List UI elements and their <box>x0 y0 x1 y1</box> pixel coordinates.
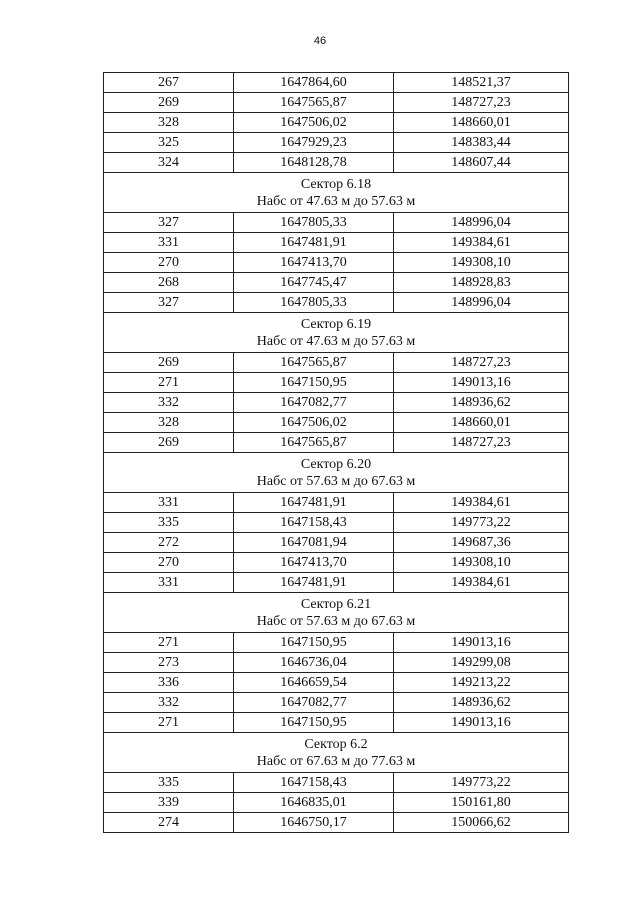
table-row <box>104 273 569 293</box>
point-number-cell: 331 <box>104 493 234 513</box>
point-number-cell: 268 <box>104 273 234 293</box>
table-row <box>104 773 569 793</box>
y-coordinate-cell: 148727,23 <box>394 353 569 373</box>
y-coordinate-cell: 150066,62 <box>394 813 569 833</box>
point-number-cell: 328 <box>104 413 234 433</box>
y-coordinate-cell: 149773,22 <box>394 513 569 533</box>
x-coordinate-cell: 1647565,87 <box>234 353 394 373</box>
point-number-cell: 332 <box>104 393 234 413</box>
table-row <box>104 673 569 693</box>
point-number-cell: 327 <box>104 293 234 313</box>
sector-header-cell <box>104 593 569 633</box>
x-coordinate-cell: 1646659,54 <box>234 673 394 693</box>
x-coordinate-cell: 1647150,95 <box>234 713 394 733</box>
y-coordinate-cell: 149299,08 <box>394 653 569 673</box>
x-coordinate-cell: 1647929,23 <box>234 133 394 153</box>
table-row <box>104 133 569 153</box>
y-coordinate-cell: 149687,36 <box>394 533 569 553</box>
point-number-cell: 331 <box>104 573 234 593</box>
y-coordinate-cell: 149384,61 <box>394 573 569 593</box>
x-coordinate-cell: 1647864,60 <box>234 73 394 93</box>
x-coordinate-cell: 1646750,17 <box>234 813 394 833</box>
sector-header-row <box>104 593 569 633</box>
point-number-cell: 327 <box>104 213 234 233</box>
point-number-cell: 269 <box>104 433 234 453</box>
x-coordinate-cell: 1647481,91 <box>234 573 394 593</box>
y-coordinate-cell: 148727,23 <box>394 93 569 113</box>
table-row <box>104 93 569 113</box>
x-coordinate-cell: 1646835,01 <box>234 793 394 813</box>
table-row <box>104 633 569 653</box>
table-row <box>104 353 569 373</box>
y-coordinate-cell: 149013,16 <box>394 633 569 653</box>
sector-title: Сектор 6.2 <box>304 736 368 752</box>
point-number-cell: 324 <box>104 153 234 173</box>
sector-height-range: Набс от 57.63 м до 67.63 м <box>256 613 416 629</box>
table-row <box>104 153 569 173</box>
table-row <box>104 373 569 393</box>
point-number-cell: 269 <box>104 353 234 373</box>
y-coordinate-cell: 148607,44 <box>394 153 569 173</box>
sector-header-cell <box>104 453 569 493</box>
point-number-cell: 274 <box>104 813 234 833</box>
point-number-cell: 339 <box>104 793 234 813</box>
x-coordinate-cell: 1647565,87 <box>234 433 394 453</box>
point-number-cell: 335 <box>104 773 234 793</box>
table-row <box>104 553 569 573</box>
table-row <box>104 293 569 313</box>
table-row <box>104 493 569 513</box>
x-coordinate-cell: 1647565,87 <box>234 93 394 113</box>
y-coordinate-cell: 149308,10 <box>394 253 569 273</box>
x-coordinate-cell: 1647745,47 <box>234 273 394 293</box>
x-coordinate-cell: 1647805,33 <box>234 293 394 313</box>
x-coordinate-cell: 1647150,95 <box>234 373 394 393</box>
x-coordinate-cell: 1647506,02 <box>234 113 394 133</box>
x-coordinate-cell: 1647481,91 <box>234 493 394 513</box>
table-row <box>104 513 569 533</box>
y-coordinate-cell: 148521,37 <box>394 73 569 93</box>
sector-header-cell <box>104 313 569 353</box>
x-coordinate-cell: 1646736,04 <box>234 653 394 673</box>
point-number-cell: 331 <box>104 233 234 253</box>
point-number-cell: 273 <box>104 653 234 673</box>
point-number-cell: 328 <box>104 113 234 133</box>
point-number-cell: 267 <box>104 73 234 93</box>
point-number-cell: 271 <box>104 633 234 653</box>
table-row <box>104 793 569 813</box>
y-coordinate-cell: 148383,44 <box>394 133 569 153</box>
point-number-cell: 269 <box>104 93 234 113</box>
table-row <box>104 213 569 233</box>
x-coordinate-cell: 1647150,95 <box>234 633 394 653</box>
point-number-cell: 336 <box>104 673 234 693</box>
table-row <box>104 113 569 133</box>
y-coordinate-cell: 149773,22 <box>394 773 569 793</box>
sector-header-row <box>104 733 569 773</box>
table-row <box>104 653 569 673</box>
point-number-cell: 332 <box>104 693 234 713</box>
y-coordinate-cell: 148996,04 <box>394 293 569 313</box>
x-coordinate-cell: 1648128,78 <box>234 153 394 173</box>
y-coordinate-cell: 149384,61 <box>394 493 569 513</box>
y-coordinate-cell: 149013,16 <box>394 373 569 393</box>
y-coordinate-cell: 148928,83 <box>394 273 569 293</box>
table-row <box>104 433 569 453</box>
sector-height-range: Набс от 57.63 м до 67.63 м <box>256 473 416 489</box>
y-coordinate-cell: 148727,23 <box>394 433 569 453</box>
point-number-cell: 270 <box>104 253 234 273</box>
x-coordinate-cell: 1647481,91 <box>234 233 394 253</box>
table-row <box>104 233 569 253</box>
table-row <box>104 533 569 553</box>
coordinates-table <box>103 72 569 833</box>
table-row <box>104 813 569 833</box>
x-coordinate-cell: 1647413,70 <box>234 553 394 573</box>
x-coordinate-cell: 1647081,94 <box>234 533 394 553</box>
table-row <box>104 573 569 593</box>
table-row <box>104 693 569 713</box>
sector-title: Сектор 6.18 <box>300 176 372 192</box>
sector-header-row <box>104 173 569 213</box>
x-coordinate-cell: 1647413,70 <box>234 253 394 273</box>
x-coordinate-cell: 1647082,77 <box>234 693 394 713</box>
page-number: 46 <box>313 35 327 47</box>
y-coordinate-cell: 148936,62 <box>394 693 569 713</box>
sector-height-range: Набс от 47.63 м до 57.63 м <box>256 193 416 209</box>
point-number-cell: 325 <box>104 133 234 153</box>
y-coordinate-cell: 149213,22 <box>394 673 569 693</box>
x-coordinate-cell: 1647158,43 <box>234 513 394 533</box>
y-coordinate-cell: 149308,10 <box>394 553 569 573</box>
point-number-cell: 270 <box>104 553 234 573</box>
y-coordinate-cell: 150161,80 <box>394 793 569 813</box>
point-number-cell: 271 <box>104 713 234 733</box>
sector-header-row <box>104 453 569 493</box>
y-coordinate-cell: 149384,61 <box>394 233 569 253</box>
table-row <box>104 713 569 733</box>
sector-header-cell <box>104 173 569 213</box>
x-coordinate-cell: 1647805,33 <box>234 213 394 233</box>
y-coordinate-cell: 148660,01 <box>394 413 569 433</box>
table-row <box>104 393 569 413</box>
table-row <box>104 253 569 273</box>
point-number-cell: 272 <box>104 533 234 553</box>
x-coordinate-cell: 1647158,43 <box>234 773 394 793</box>
sector-header-row <box>104 313 569 353</box>
point-number-cell: 271 <box>104 373 234 393</box>
table-row <box>104 413 569 433</box>
table-row <box>104 73 569 93</box>
sector-title: Сектор 6.19 <box>300 316 372 332</box>
sector-height-range: Набс от 47.63 м до 57.63 м <box>256 333 416 349</box>
sector-header-cell <box>104 733 569 773</box>
y-coordinate-cell: 148996,04 <box>394 213 569 233</box>
x-coordinate-cell: 1647082,77 <box>234 393 394 413</box>
y-coordinate-cell: 148936,62 <box>394 393 569 413</box>
y-coordinate-cell: 148660,01 <box>394 113 569 133</box>
coordinates-table-body <box>104 73 569 833</box>
sector-height-range: Набс от 67.63 м до 77.63 м <box>256 753 416 769</box>
y-coordinate-cell: 149013,16 <box>394 713 569 733</box>
sector-title: Сектор 6.21 <box>300 596 372 612</box>
x-coordinate-cell: 1647506,02 <box>234 413 394 433</box>
sector-title: Сектор 6.20 <box>300 456 372 472</box>
point-number-cell: 335 <box>104 513 234 533</box>
